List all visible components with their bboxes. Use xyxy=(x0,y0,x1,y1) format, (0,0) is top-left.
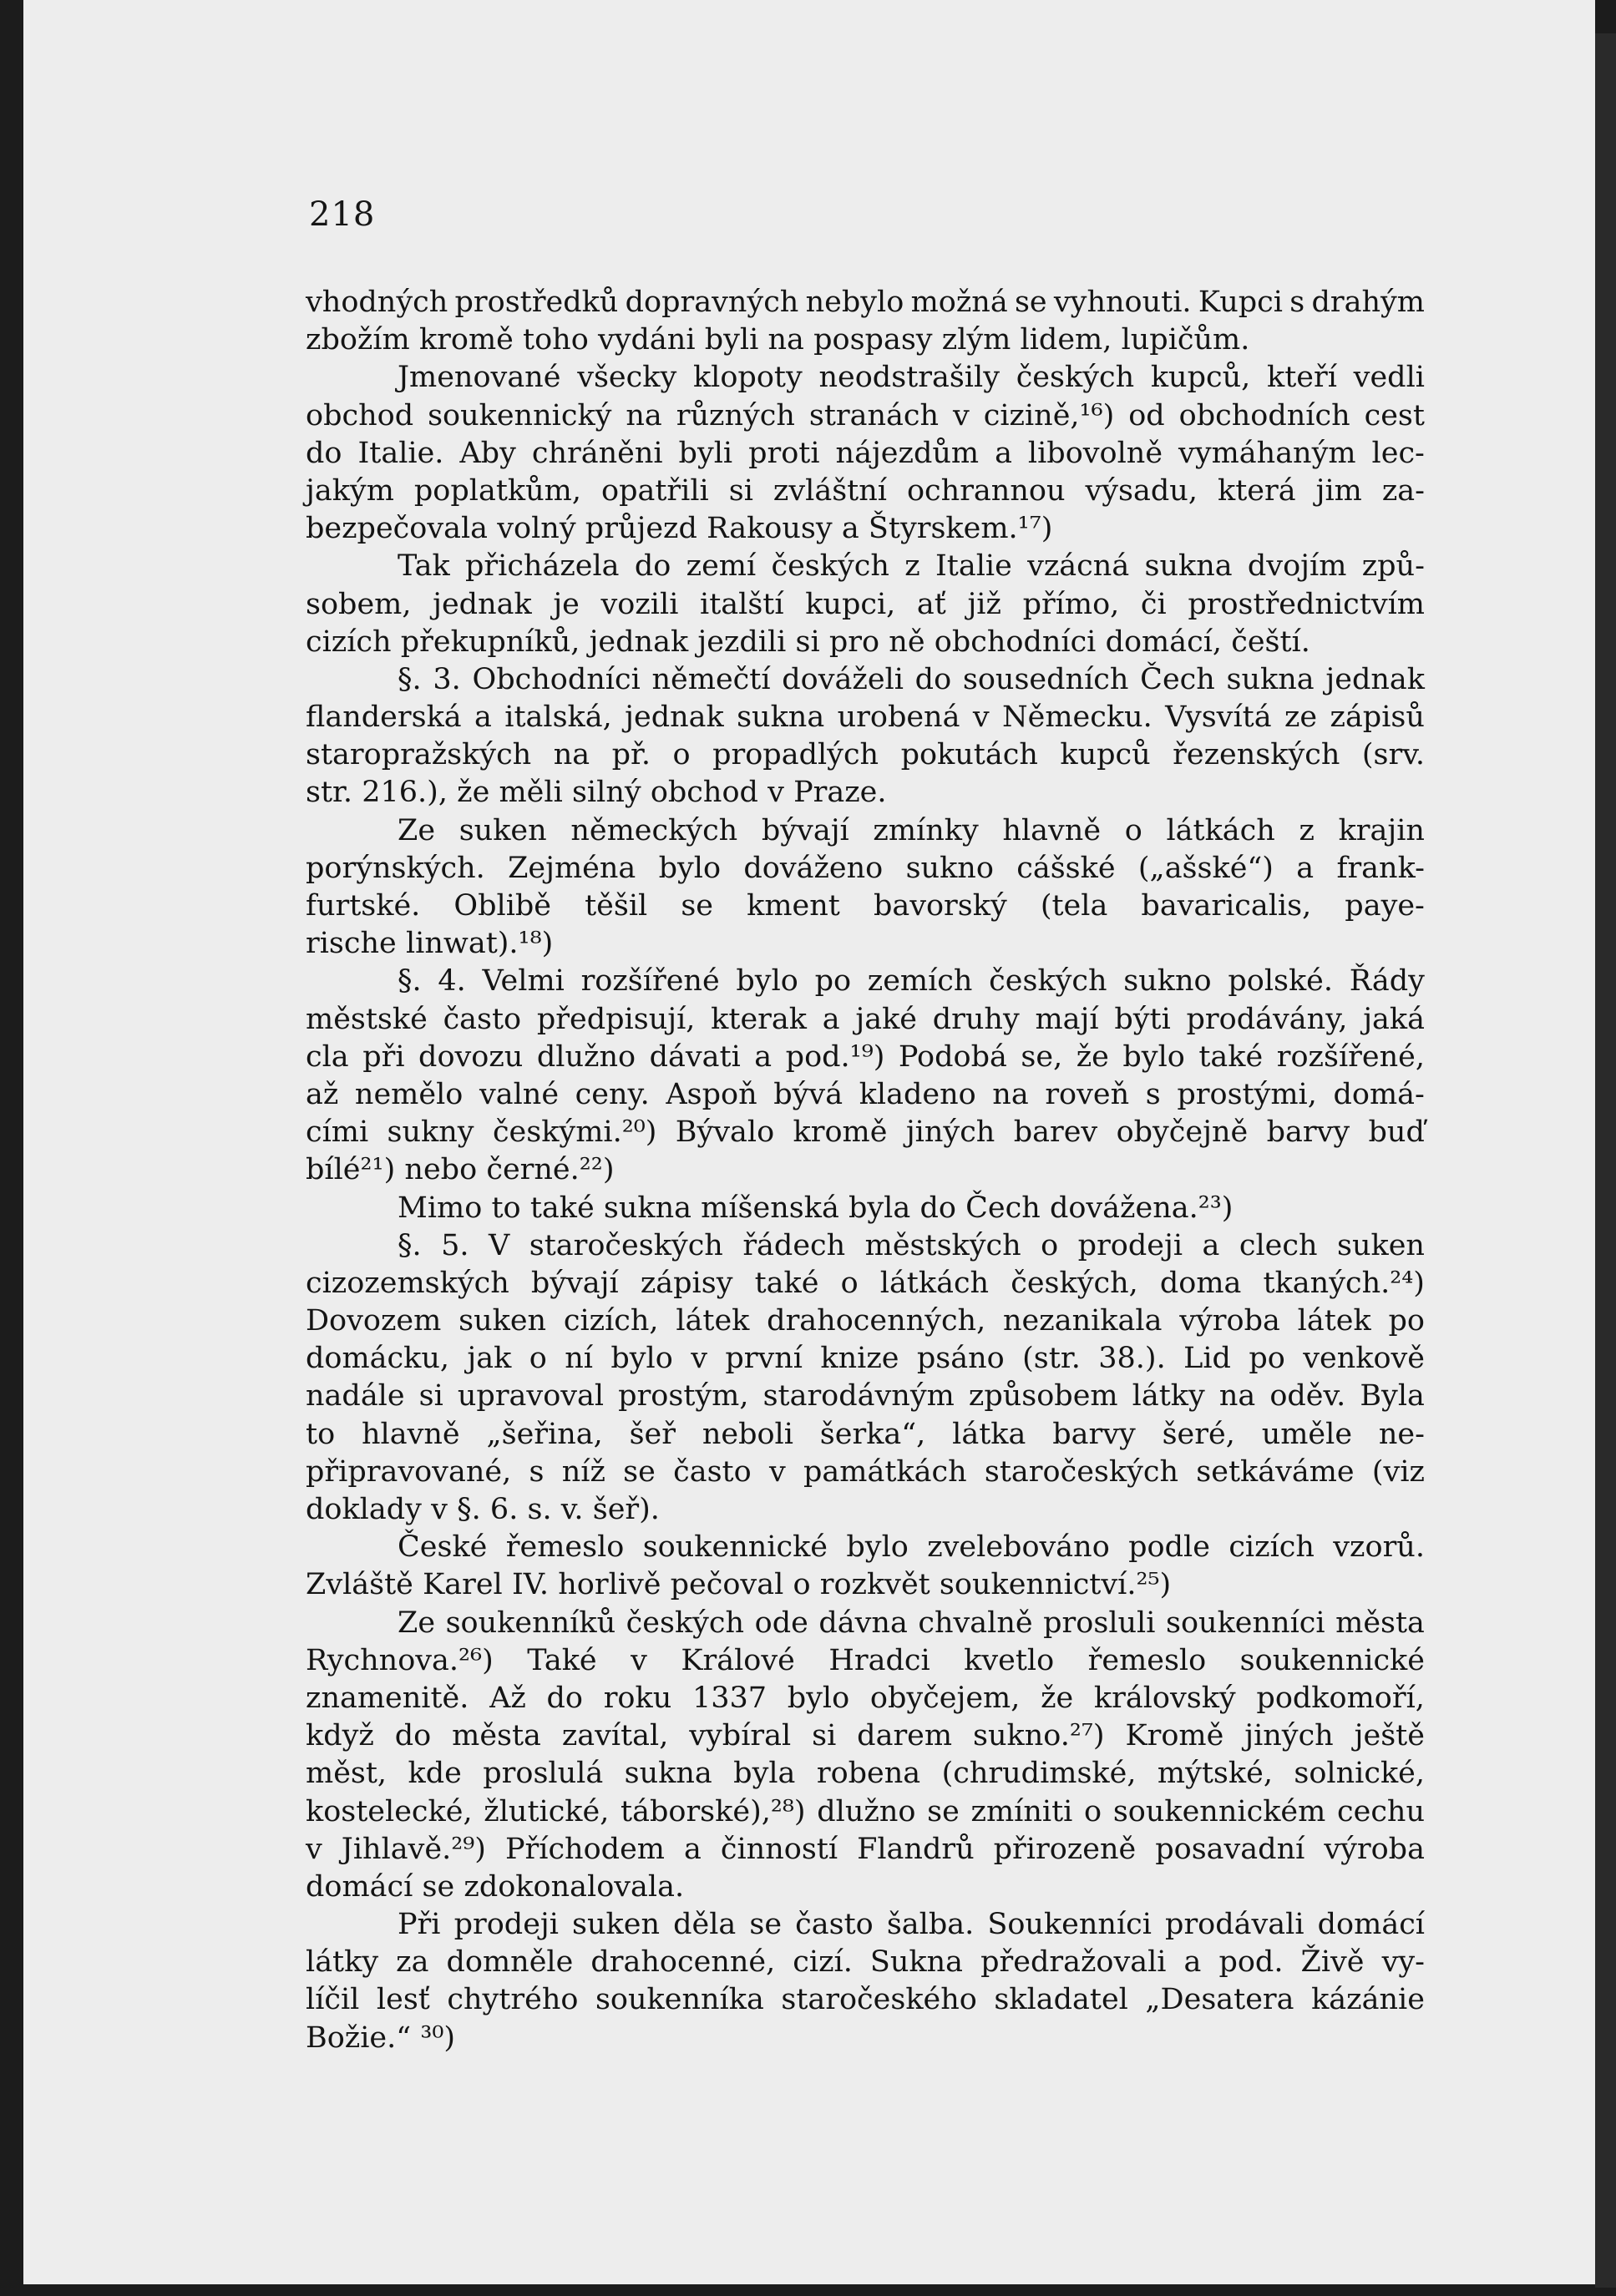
text-line: cla při dovozu dlužno dávati a pod.¹⁹) Podobá se, že bylo také rozšířené, xyxy=(306,1039,1425,1074)
text-line: líčil lesť chytrého soukenníka staročeského skladatel „Desatera kázánie xyxy=(306,1983,1425,2017)
text-line: cizích překupníků, jednak jezdili si pro ně obchodníci domácí, čeští. xyxy=(306,625,1310,659)
text-line: vhodných prostředků dopravných nebylo možná se vyhnouti. Kupci s drahým xyxy=(306,286,1425,319)
text-line: bezpečovala volný průjezd Rakousy a Štyrskem.¹⁷) xyxy=(306,512,1053,546)
text-line: nadále si upravoval prostým, starodávným způsobem látky na oděv. Byla xyxy=(306,1379,1425,1414)
text-line: Zvláště Karel IV. horlivě pečoval o rozkvět soukennictví.²⁵) xyxy=(306,1568,1172,1602)
text-line: cizozemských bývají zápisy také o látkách českých, doma tkaných.²⁴) xyxy=(306,1266,1425,1300)
text-line: domácku, jak o ní bylo v první knize psáno (str. 38.). Lid po venkově xyxy=(306,1342,1425,1376)
text-line: Božie.“ ³⁰) xyxy=(306,2020,456,2055)
text-line: cími sukny českými.²⁰) Bývalo kromě jiných barev obyčejně barvy buď xyxy=(306,1115,1425,1150)
text-line: Tak přicházela do zemí českých z Italie vzácná sukna dvojím způ- xyxy=(398,549,1425,584)
book-page xyxy=(23,0,1595,2284)
text-line: České řemeslo soukennické bylo zvelebováno podle cizích vzorů. xyxy=(398,1530,1425,1565)
text-line: Rychnova.²⁶) Také v Králové Hradci kvetlo řemeslo soukennické xyxy=(306,1643,1425,1677)
text-line: Ze suken německých bývají zmínky hlavně o látkách z krajin xyxy=(398,813,1425,847)
text-line: znamenitě. Až do roku 1337 bylo obyčejem, že královský podkomoří, xyxy=(306,1681,1425,1715)
text-line: doklady v §. 6. s. v. šeř). xyxy=(306,1493,660,1526)
text-line: městské často předpisují, kterak a jaké druhy mají býti prodávány, jaká xyxy=(306,1002,1425,1036)
text-line: domácí se zdokonalovala. xyxy=(306,1869,685,1904)
text-line: staropražských na př. o propadlých pokutách kupců řezenských (srv. xyxy=(306,738,1425,772)
page-number: 218 xyxy=(309,195,376,234)
text-line: Při prodeji suken děla se často šalba. Soukenníci prodávali domácí xyxy=(398,1908,1425,1942)
text-line: furtské. Oblibě těšil se kment bavorský (tela bavaricalis, paye- xyxy=(306,889,1425,923)
text-line: do Italie. Aby chráněni byli proti nájezdům a libovolně vymáhaným lec- xyxy=(306,436,1425,470)
text-line: až nemělo valné ceny. Aspoň bývá kladeno na roveň s prostými, domá- xyxy=(306,1077,1425,1111)
body-text xyxy=(306,284,1425,2057)
text-line: Jmenované všecky klopoty neodstrašily českých kupců, kteří vedli xyxy=(398,361,1425,395)
text-line: zbožím kromě toho vydáni byli na pospasy zlým lidem, lupičům. xyxy=(306,323,1250,357)
text-line: §. 3. Obchodníci němečtí dováželi do sousedních Čech sukna jednak xyxy=(398,662,1425,696)
text-line: to hlavně „šeřina, šeř neboli šerka“, látka barvy šeré, uměle ne- xyxy=(306,1417,1425,1451)
text-line: když do města zavítal, vybíral si darem sukno.²⁷) Kromě jiných ještě xyxy=(306,1719,1425,1753)
text-line: rische linwat).¹⁸) xyxy=(306,927,554,961)
text-line: měst, kde proslulá sukna byla robena (chrudimské, mýtské, solnické, xyxy=(306,1757,1425,1791)
text-line: flanderská a italská, jednak sukna urobená v Německu. Vysvítá ze zápisů xyxy=(306,700,1425,735)
text-line: obchod soukennický na různých stranách v cizině,¹⁶) od obchodních cest xyxy=(306,398,1425,432)
text-line: látky za domněle drahocenné, cizí. Sukna předražovali a pod. Živě vy- xyxy=(306,1945,1425,1980)
text-line: jakým poplatkům, opatřili si zvláštní ochrannou výsadu, která jim za- xyxy=(306,473,1425,508)
text-line: v Jihlavě.²⁹) Příchodem a činností Flandrů přirozeně posavadní výroba xyxy=(306,1832,1425,1866)
text-line: str. 216.), že měli silný obchod v Praze. xyxy=(306,776,887,810)
text-line: porýnských. Zejména bylo dováženo sukno cášské („ašské“) a frank- xyxy=(306,851,1425,885)
text-line: §. 4. Velmi rozšířené bylo po zemích českých sukno polské. Řády xyxy=(398,964,1425,999)
text-line: bílé²¹) nebo černé.²²) xyxy=(306,1153,615,1187)
text-line: kostelecké, žlutické, táborské),²⁸) dlužno se zmíniti o soukennickém cechu xyxy=(306,1794,1425,1828)
text-line: Dovozem suken cizích, látek drahocenných, nezanikala výroba látek po xyxy=(306,1304,1425,1338)
text-line: připravované, s níž se často v památkách staročeských setkáváme (viz xyxy=(306,1454,1425,1489)
page-edge-shadow xyxy=(1595,33,1616,2288)
text-line: sobem, jednak je vozili italští kupci, ať již přímo, či prostřednictvím xyxy=(306,587,1425,621)
text-line: Ze soukenníků českých ode dávna chvalně prosluli soukenníci města xyxy=(398,1606,1425,1640)
text-line: Mimo to také sukna míšenská byla do Čech dovážena.²³) xyxy=(398,1191,1234,1225)
text-line: §. 5. V staročeských řádech městských o prodeji a clech suken xyxy=(398,1228,1425,1262)
